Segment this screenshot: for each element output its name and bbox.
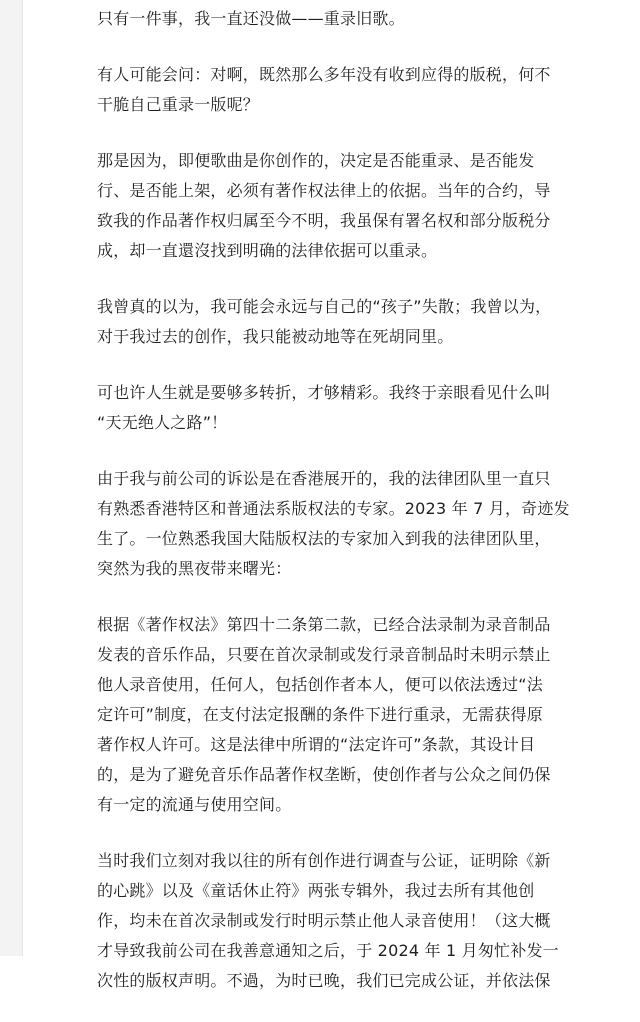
paragraph: 那是因为，即便歌曲是你创作的，决定是否能重录、是否能发 行、是否能上架，必须有著作权法律上的依据。当年的合约，导 致我的作品著作权归属至今不明，我虽保有署名权和部分版税分 成，却一直還沒找到明确的法律依据可以重录。 (97, 151, 551, 260)
left-gutter (0, 0, 23, 956)
paragraph: 根据《著作权法》第四十二条第二款，已经合法录制为录音制品 发表的音乐作品，只要在首次录制或发行录音制品时未明示禁止 他人录音使用，任何人，包括创作者本人，便可以依法透过“法 定许可”制度，在支付法定报酬的条件下进行重录，无需获得原 著作权人许可。这是法律中所谓的“法定许可”条款，其设计目 的，是为了避免音乐作品著作权垄断，使创作者与公众之间仍保 有一定的流通与使用空间。 (97, 615, 551, 814)
paragraph: 由于我与前公司的诉讼是在香港展开的，我的法律团队里一直只 有熟悉香港特区和普通法系版权法的专家。2023 年 7 月，奇迹发 生了。一位熟悉我国大陆版权法的专家加入到我的法律团队里， 突然为我的黑夜带来曙光： (97, 469, 570, 578)
article-body (97, 4, 579, 1022)
paragraph: 有人可能会问：对啊，既然那么多年没有收到应得的版税，何不 干脆自己重录一版呢？ (97, 65, 551, 114)
paragraph: 可也许人生就是要够多转折，才够精彩。我终于亲眼看见什么叫 “天无绝人之路”！ (97, 383, 551, 432)
paragraph: 当时我们立刻对我以往的所有创作进行调查与公证，证明除《新 的心跳》以及《童话休止符》两张专辑外，我过去所有其他创 作，均未在首次录制或发行时明示禁止他人录音使用！（这大概 才导致我前公司在我善意通知之后，于 2024 年 1 月匆忙补发一 次性的版权声明。不過，为时已晚，我们已完成公证，并依法保 (97, 851, 559, 990)
paragraph: 只有一件事，我一直还没做——重录旧歌。 (97, 9, 405, 28)
paragraph: 我曾真的以为，我可能会永远与自己的“孩子”失散；我曾以为， 对于我过去的创作，我只能被动地等在死胡同里。 (97, 297, 552, 346)
